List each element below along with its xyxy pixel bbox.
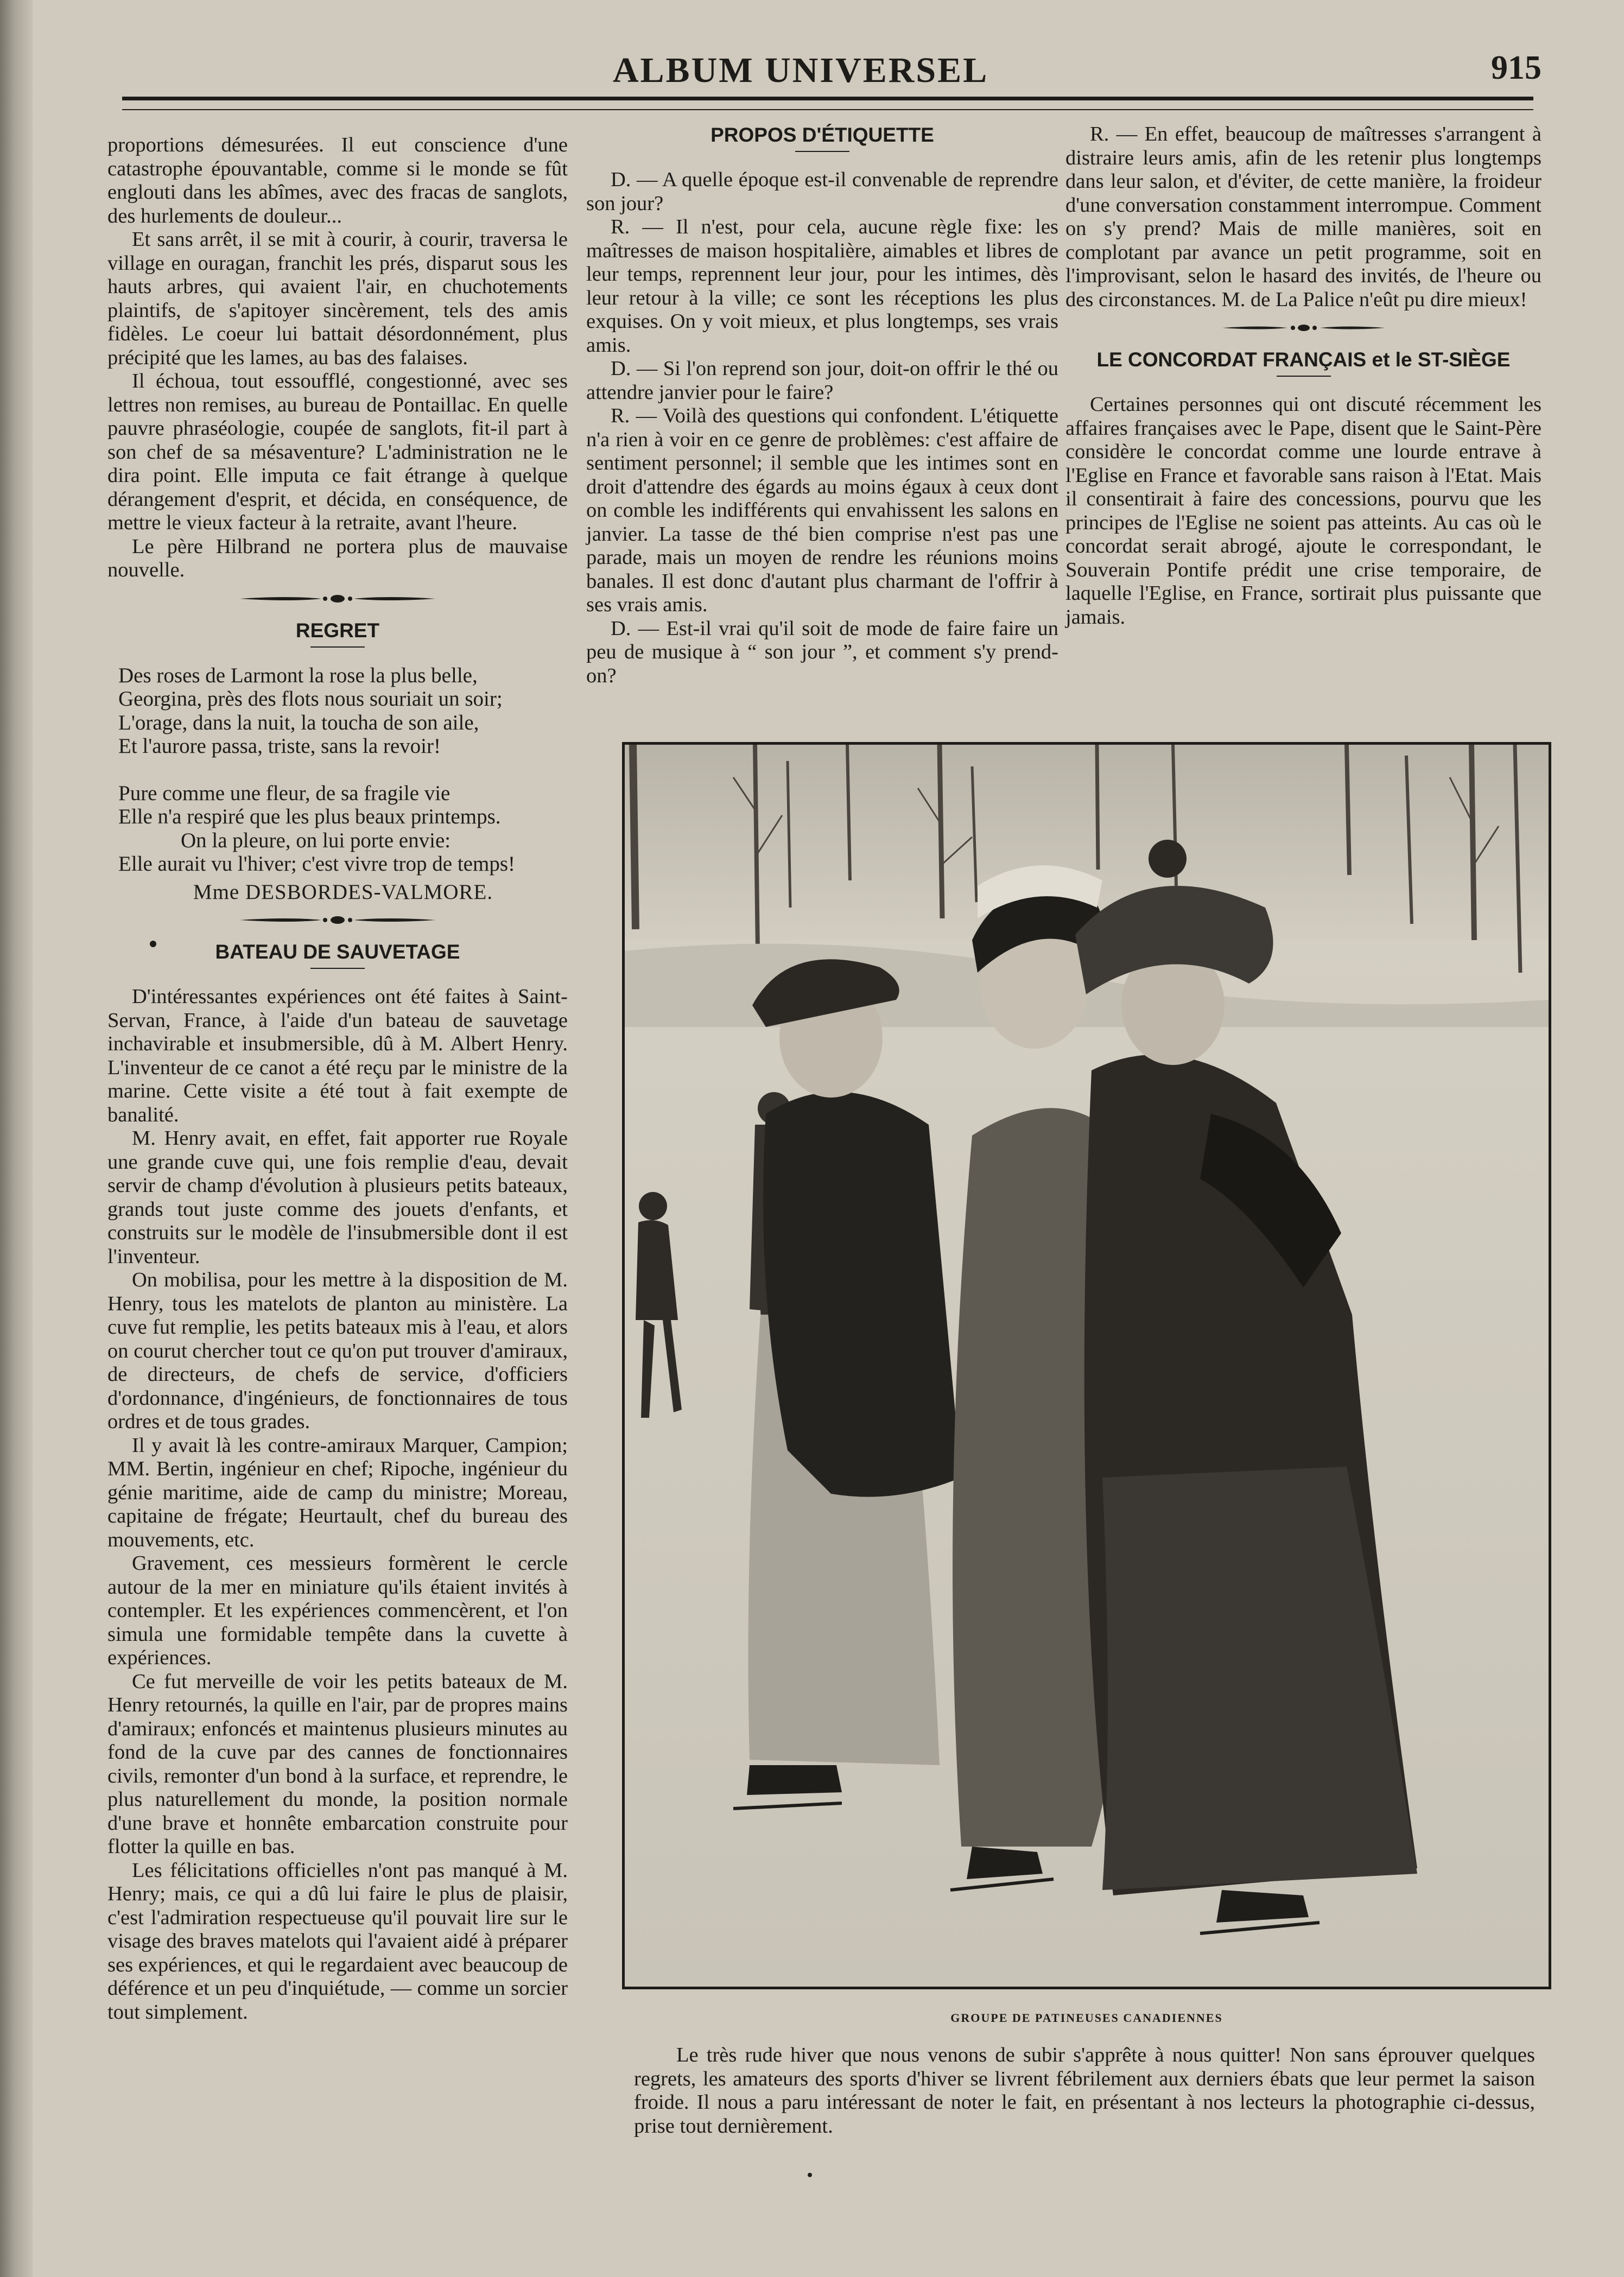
article-paragraph: Gravement, ces messieurs formèrent le cercle autour de la mer en miniature qu'ils étaient invités à contempler. Et les expériences commencèrent, et l'on simula une formidable tempête dans la cuvette à expériences. [107, 1552, 568, 1669]
story-paragraph: Il échoua, tout essoufflé, congestionné, avec ses lettres non remises, au bureau de Pontaillac. En quelle pauvre phraséologie, coupée de sanglots, fit-il part à son chef de sa mésaventure? L'administration ne le dira point. Elle imputa ce fait étrange à quelque dérangement d'esprit, et décida, en conséquence, de mettre le vieux facteur à la retraite, avant l'heure. [107, 370, 568, 534]
poem-line: Et l'aurore passa, triste, sans la revoir! [118, 734, 441, 758]
heading-rule [310, 646, 365, 648]
etiquette-paragraph: R. — En effet, beaucoup de maîtresses s'arrangent à distraire leurs amis, afin de les retenir plus longtemps dans leur salon, et d'éviter, de cette manière, la froideur d'une conversation constamment interrompue. Comment on s'y prend? Mais de mille manières, soit en complotant par avance un petit programme, soit en l'improvisant, selon le hasard des invités, de l'heure ou des circonstances. M. de La Palice n'eût pu dire mieux! [1065, 123, 1541, 311]
section-ornament [240, 593, 435, 604]
heading-rule [795, 151, 849, 152]
story-paragraph: proportions démesurées. Il eut conscience d'une catastrophe épouvantable, comme si le monde se fût englouti dans les abîmes, avec des fracas de sanglots, des hurlements de douleur... [107, 134, 568, 227]
skaters-illustration [625, 745, 1549, 1987]
heading-rule [1277, 376, 1331, 377]
page-number: 915 [1491, 49, 1541, 86]
heading-rule [310, 968, 365, 969]
section-ornament [240, 915, 435, 925]
poem-line: Elle n'a respiré que les plus beaux printemps. [118, 805, 501, 828]
article-paragraph: Ce fut merveille de voir les petits bateaux de M. Henry retournés, la quille en l'air, par de propres mains d'amiraux; enfoncés et maintenus plusieurs minutes au fond de la cuve par des cannes de fonctionnaires civils, remonter d'un bond à la surface, et reprendre, le plus naturellement du monde, la position normale d'une brave et honnête embarcation construite pour flotter la quille en bas. [107, 1670, 568, 1858]
article-paragraph: Les félicitations officielles n'ont pas manqué à M. Henry; mais, ce qui a dû lui faire le plus de plaisir, c'est l'admiration respectueuse qu'il pouvait lire sur le visage des braves matelots qui l'avaient aidé à préparer ses expériences, et qui le regardaient avec beaucoup de déférence et un peu d'inquiétude, — comme un sorcier tout simplement. [107, 1859, 568, 2024]
regret-heading: REGRET [295, 619, 380, 642]
etiquette-paragraph: R. — Voilà des questions qui confondent. L'étiquette n'a rien à voir en ce genre de problèmes: c'est affaire de sentiment personnel; il semble que les intimes sont en droit d'attendre des égards au moins égaux à ceux dont on comble les indifférents qui envahissent les salons en janvier. La tasse de thé bien comprise n'est pas une parade, mais un moyen de rendre les réunions moins banales. Il est donc d'autant plus charmant de l'offrir à ses vrais amis. [586, 404, 1058, 616]
poem-line: Elle aurait vu l'hiver; c'est vivre trop de temps! [118, 852, 515, 876]
column-2 [586, 123, 1058, 688]
poem-line: Pure comme une fleur, de sa fragile vie [118, 781, 451, 805]
poem-line: Des roses de Larmont la rose la plus belle, [118, 663, 478, 687]
concordat-heading: LE CONCORDAT FRANÇAIS et le ST-SIÈGE [1096, 348, 1511, 371]
poem-line: L'orage, dans la nuit, la toucha de son aile, [118, 711, 479, 734]
photo-description [634, 2044, 1535, 2138]
article-paragraph: On mobilisa, pour les mettre à la disposition de M. Henry, tous les matelots de planton au ministère. La cuve fut remplie, les petits bateaux mis à l'eau, et alors on courut chercher tout ce qu'on put trouver d'amiraux, de directeurs, de chefs de service, d'officiers d'ordonnance, d'ingénieurs, de fonctionnaires de tous ordres et de tous grades. [107, 1268, 568, 1433]
section-ornament [1222, 322, 1385, 333]
ink-speck [150, 941, 156, 947]
skaters-photograph [622, 742, 1551, 1989]
regret-poem [118, 664, 568, 904]
article-paragraph: D'intéressantes expériences ont été faites à Saint-Servan, France, à l'aide d'un bateau de sauvetage inchavirable et insubmersible, dû à M. Albert Henry. L'inventeur de ce canot a été reçu par le ministre de la marine. Cette visite a été tout à fait exempte de banalité. [107, 985, 568, 1126]
etiquette-paragraph: D. — Est-il vrai qu'il soit de mode de faire faire un peu de musique à “ son jour ”, et comment s'y prend-on? [586, 617, 1058, 687]
story-paragraph: Et sans arrêt, il se mit à courir, à courir, traversa le village en ouragan, franchit les prés, disparut sous les hauts arbres, qui avaient l'air, en chuchotements plaintifs, de s'apitoyer sincèrement, tels des amis fidèles. Le coeur lui battait désordonnément, plus précipité que les lames, au bas des falaises. [107, 228, 568, 369]
column-1 [107, 134, 568, 2024]
photo-caption: GROUPE DE PATINEUSES CANADIENNES [950, 2011, 1223, 2025]
masthead-title: ALBUM UNIVERSEL [612, 50, 989, 90]
story-paragraph: Le père Hilbrand ne portera plus de mauvaise nouvelle. [107, 535, 568, 581]
photo-description-paragraph: Le très rude hiver que nous venons de subir s'apprête à nous quitter! Non sans éprouver quelques regrets, les amateurs des sports d'hiver se livrent fébrilement aux derniers ébats que leur permet la saison froide. Il nous a paru intéressant de noter le fait, en présentant à nos lecteurs la photographie ci-dessus, prise tout dernièrement. [634, 2044, 1535, 2138]
etiquette-paragraph: R. — Il n'est, pour cela, aucune règle fixe: les maîtresses de maison hospitalière, aimables et libres de leur temps, reprennent leur jour, pour les intimes, dès leur retour à la ville; ce sont les réceptions les plus exquises. On y voit mieux, et plus longtemps, ses vrais amis. [586, 215, 1058, 357]
etiquette-heading: PROPOS D'ÉTIQUETTE [710, 124, 934, 146]
poem-line: On la pleure, on lui porte envie: [181, 828, 451, 852]
poem-line: Georgina, près des flots nous souriait un soir; [118, 687, 503, 711]
poem-author: Mme DESBORDES-VALMORE. [193, 880, 493, 904]
column-3 [1065, 123, 1541, 629]
bateau-heading: BATEAU DE SAUVETAGE [215, 941, 460, 963]
etiquette-paragraph: D. — A quelle époque est-il convenable de reprendre son jour? [586, 168, 1058, 215]
article-paragraph: M. Henry avait, en effet, fait apporter rue Royale une grande cuve qui, une fois remplie d'eau, devait servir de champ d'évolution à plusieurs petits bateaux, grands tout juste comme des jouets d'enfants, et construits sur le modèle de l'insubmersible dont il est l'inventeur. [107, 1127, 568, 1268]
ink-speck [808, 2173, 812, 2177]
etiquette-paragraph: D. — Si l'on reprend son jour, doit-on offrir le thé ou attendre janvier pour le faire? [586, 357, 1058, 404]
concordat-paragraph: Certaines personnes qui ont discuté récemment les affaires françaises avec le Pape, disent que le Saint-Père considère le concordat comme une lourde entrave à l'Eglise en France et favorable sans raison à l'Etat. Mais il consentirait à faire des concessions, pourvu que les principes de l'Eglise ne soient pas atteints. Au cas où le concordat serait abrogé, ajoute le correspondant, le Souverain Pontife prédit une crise temporaire, de laquelle l'Eglise, en France, sortirait plus puissante que jamais. [1065, 393, 1541, 629]
header-rule [122, 97, 1533, 110]
article-paragraph: Il y avait là les contre-amiraux Marquer, Campion; MM. Bertin, ingénieur en chef; Ripoche, ingénieur du génie maritime, aide de camp du ministre; Moreau, capitaine de frégate; Heurtault, chef du bureau des mouvements, etc. [107, 1434, 568, 1551]
